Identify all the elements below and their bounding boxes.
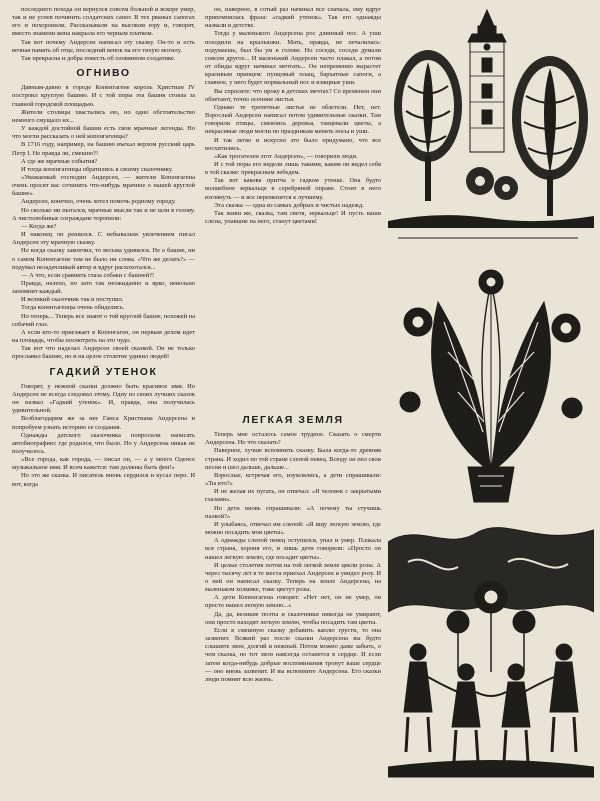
gadkiy-paragraph: Но это же сказка. И писатель вновь сердился и кусал перо. И вот, когда bbox=[12, 472, 195, 488]
ognivo-paragraph: Но сколько ни пытался, мрачные мысли так и не шли в голову. А чистолюбивые сограждане торопили: bbox=[12, 206, 195, 222]
ognivo-section bbox=[12, 84, 195, 361]
ognivo-paragraph: Правда, нелепо, но зато так неожиданно и ярко, невольно запомнит каждый. bbox=[12, 280, 195, 296]
ognivo-paragraph: В 1716 году, например, на башню въехал верхом русский царь Петр I. Не правда ли, смешно?! bbox=[12, 141, 195, 157]
intro-paragraph: Так прекрасна и добра повесть об оловянном солдатике. bbox=[21, 54, 176, 62]
flower-vase-illustration bbox=[388, 262, 594, 512]
legkaya-paragraph: И улыбаясь, отвечал им слепой: «Я ищу легкую землю, где можно посадить мои цветы». bbox=[205, 520, 381, 537]
legkaya-paragraph: А дети Копенгагена говорят: «Нет нет, он не умер, он просто нашел легкую землю...» bbox=[205, 594, 381, 610]
legkaya-paragraph: Наверное, лучше вспомнить сказку. Была когда-то древняя страна. И ходил по той стране слепой певец. Всюду он пел свои песни и шел дальше, дальше... bbox=[205, 447, 381, 471]
ognivo-paragraph: Давным-давно в городе Копенгагене король Христиан IV построил круглую башню. И с той поры эта башня стояла за главной городской площадью. bbox=[12, 84, 195, 108]
legkaya-paragraph: И целые столетия потом на той легкой земле цвели розы. А через тысячу лет в те места приехал Андерсен и увидел розу. И о ней он написал сказку. Теперь на земле Андерсена, на маленьком холмике, тоже цветут розы. bbox=[205, 561, 381, 594]
heading-legkaya-zemlya: ЛЕГКАЯ ЗЕМЛЯ bbox=[242, 414, 344, 426]
gadkiy-paragraph: «Все города, как города, — писал он, — а у моего Оденсе музыкальное имя. И всем кажется: там должны быть феи!» bbox=[12, 456, 195, 472]
ognivo-paragraph: «Уважаемый господин Андерсен, — жители Копенгагена очень просят вас сочинить что-нибудь мрачное о нашей круглой башне». bbox=[12, 173, 195, 198]
gadkiy-paragraph: Возблагодарим же за нее Ганса Христиана Андерсена и попробуем узнать историю ее создания. bbox=[12, 415, 195, 431]
intro-paragraph: последнего похода он вернулся совсем больной и вскоре умер, так и не успев починить солдатских сапог. В тех рваных сапогах его и похоронили. Рассказывали на высоком юру и, говорят, вместо знамени жена накрыла его черным платком. bbox=[12, 6, 195, 38]
gadkiy-continued-paragraph: «Как трогателен этот Андерсен», — говорили люди. bbox=[214, 152, 358, 160]
column-left bbox=[12, 6, 195, 489]
ognivo-paragraph: Жители столицы хвастались ею, но одно обстоятельство немного смущало их... bbox=[12, 108, 195, 124]
ognivo-paragraph: Но когда сказку закончил, то весьма удивился. Не о башне, ни о самом Копенгагене там не было ни слова. «Что же делать?» — подумал незадачливый автор и вдруг расхохотался... bbox=[12, 247, 195, 271]
gadkiy-continued-paragraph: он, наверное, в сотый раз начинал все сначала, ему вдруг припомнилась фраза: «гадкий утенок». Так его однажды назвали в детстве. bbox=[205, 6, 381, 30]
ognivo-paragraph: Так вот что наделал Андерсен своей сказкой. Он не только прославил башню, но и на целое столетие удивил людей! bbox=[12, 345, 195, 361]
ognivo-paragraph: А если кто-то приезжает в Копенгаген, он первым делом идет на площадь, чтобы посмотреть на это чудо. bbox=[12, 328, 195, 345]
gadkiy-paragraph: Говорят, у нежной сказки должно быть красивое имя. Но Андерсен не всегда следовал этому. Одну из своих лучших сказок он назвал «Гадкий утенок». И, правда, она получилась удивительной. bbox=[12, 382, 195, 415]
gadkiy-continued-paragraph: И с той поры его видели лишь такими, каким он видел себя в той сказке: прекрасным лебедем. bbox=[205, 160, 381, 177]
legkaya-paragraph: И не желая их пугать, он отвечал: «Я человек с закрытыми глазами». bbox=[205, 488, 381, 504]
legkaya-paragraph: Но дети вновь спрашивали: «А почему ты стучишь палкой?» bbox=[205, 504, 381, 520]
gadkiy-continued-paragraph: Вы спросите: что проку в детских мечтах? Со временем они облетают, точно осенние листья. bbox=[205, 87, 381, 103]
gadkiy-paragraph: Однажды датского сказочника попросили написать автобиографию: где родился, что было. Но у Андерсена никак не получилось. bbox=[12, 431, 195, 455]
heading-gadkiy-utenok: ГАДКИЙ УТЕНОК bbox=[49, 365, 158, 378]
gadkiy-continued-paragraph: Эта сказка — одна из самых добрых и чистых надежд. bbox=[214, 201, 364, 209]
gadkiy-continued-paragraph: Тогда у маленького Андерсена рос длинный нос. А уши походили на крылышки. Мать, правда, не печалилась: подумаешь, был бы ум в голове. Но соседи, соседи думали совсем другое... И маленький Андерсен часто плакал, а потом от обиды вдруг начинал мечтать... Он непременно вырастет красивым принцем: пунцовый плащ, бархатные сапоги, а главное, у него будет нормальный нос и изящные уши. bbox=[205, 30, 381, 87]
ognivo-paragraph: И тогда копенгагенцы обратились к своему сказочнику. bbox=[21, 165, 173, 173]
ognivo-paragraph: И наконец он решился. С небывалым увлечением писал Андерсен эту мрачную сказку. bbox=[12, 231, 195, 247]
gadkiy-continued-paragraph: Так живи же, сказка, там светя, зеркальце! И пусть ваши слезы, упавшие на него, станут цветами! bbox=[205, 209, 381, 226]
ognivo-paragraph: А где же мрачные события? bbox=[21, 157, 98, 165]
ognivo-paragraph: У каждой достойной башни есть свои мрачные легенды. Но что могли рассказать о ней копенгагенцы? bbox=[12, 125, 195, 141]
column-middle-top bbox=[205, 6, 381, 226]
legkaya-paragraph: Теперь мне осталось самое трудное. Сказать о смерти Андерсена. Но что сказать? bbox=[205, 431, 381, 447]
tower-trees-illustration bbox=[388, 6, 594, 256]
ognivo-paragraph: — А что, если сравнить глаза собаки с башней?! bbox=[21, 271, 155, 279]
legkaya-paragraph: Если в смешную сказку добавить каплю грусти, то она зазвенит. Всякий раз после сказки Андерсена вы будто слышите звон, долгий и нежный. Потом можно даже забыть, о чем сказка, но тот звон навсегда останется в сердце. И если затем когда-нибудь добрые воспоминания тронут ваше сердце — оно вновь зазвенит. И вы вспомните Андерсена. Его сказки люди помнят всю жизнь. bbox=[205, 626, 381, 683]
ognivo-paragraph: Тогда копенгагенцы очень обиделись. bbox=[21, 304, 125, 312]
heading-ognivo: ОГНИВО bbox=[76, 67, 131, 80]
legkaya-paragraph: Взрослые, встречая его, изумлялись, а дети спрашивали: «Ты кто?» bbox=[205, 471, 381, 488]
ognivo-paragraph: — Когда же? bbox=[21, 222, 57, 230]
intro-section bbox=[12, 6, 195, 63]
ognivo-paragraph: Андерсен, конечно, очень хотел помочь родному городу. bbox=[21, 198, 176, 206]
legkaya-paragraph: Да, да, великие поэты и сказочники никогда не умирают, они просто находят легкую землю, чтобы посадить там цветы. bbox=[205, 610, 381, 626]
column-middle-bottom bbox=[205, 410, 381, 684]
legkaya-paragraph: А однажды слепой певец оступился, упал и умер. Плакала вся страна, хороня его, и лишь дети говорили: «Просто он нашел легкую землю, где посадит цветы». bbox=[205, 537, 381, 561]
gadkiy-continued-paragraph: И так легко и искусно это было придумано, что все восхитились. bbox=[205, 136, 381, 152]
ognivo-paragraph: И великий сказочник так и поступил. bbox=[21, 296, 124, 304]
ognivo-paragraph: Но теперь... Теперь все знают о той круглой башне, похожей на собачий глаз. bbox=[12, 312, 195, 328]
gadkiy-continued-paragraph: Так вот какова притча о гадком утенке. Она будто волшебное зеркальце в серебряной оправе. Стоит в него взглянуть — и все переменится к лучшему. bbox=[205, 177, 381, 201]
dancing-children-illustration bbox=[388, 522, 594, 782]
intro-paragraph: Так вот почему Андерсен написал эту сказку. Он-то и есть вечная память об отце, последний венок на его тихую могилу. bbox=[12, 38, 195, 54]
gadkiy-continued-paragraph: Однако те трепетные листья не облетели. Нет, нет. Взрослый Андерсен написал потом удивительные сказки. Там говорили птицы, смеялись деревья, танцевали цветы, а некрасивые люди могли по праздникам менять носы и уши. bbox=[205, 103, 381, 136]
gadkiy-section bbox=[12, 383, 195, 489]
